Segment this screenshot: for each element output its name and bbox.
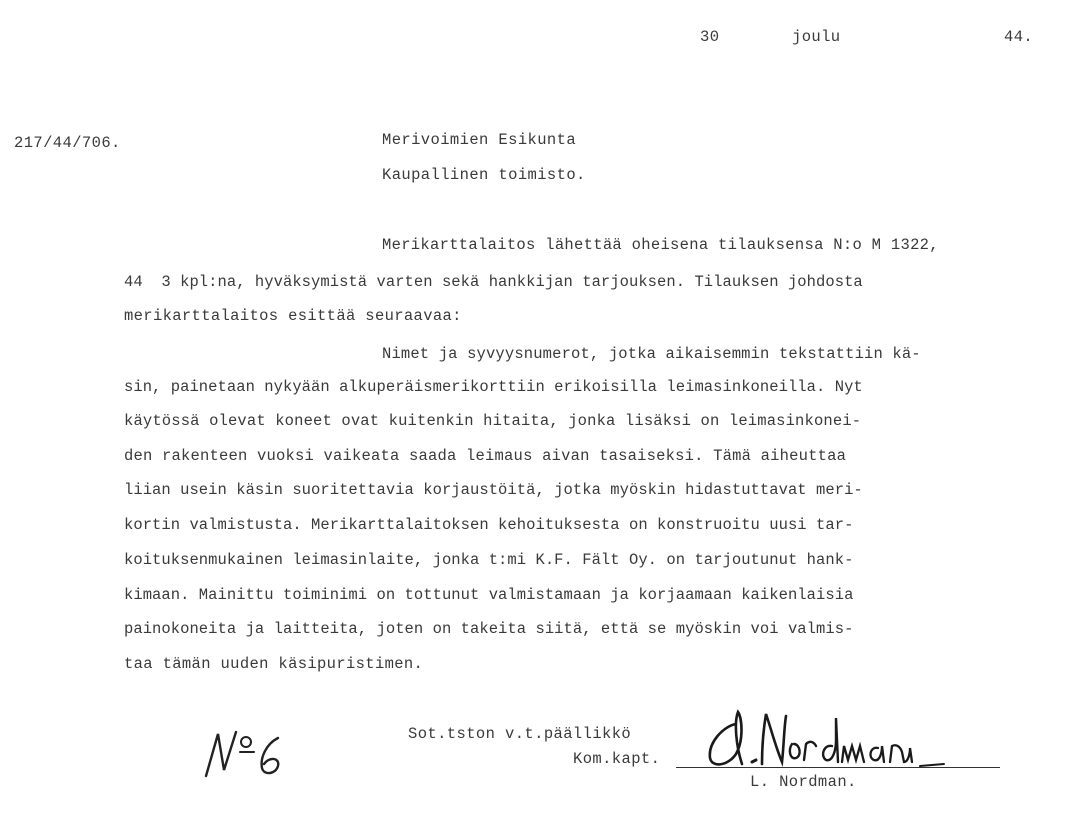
body-line: 44 3 kpl:na, hyväksymistä varten sekä hankkijan tarjouksen. Tilauksen johdosta (124, 273, 863, 291)
body-line: koituksenmukainen leimasinlaite, jonka t:mi K.F. Fält Oy. on tarjoutunut hank- (124, 551, 854, 569)
body-line: liian usein käsin suoritettavia korjaustöitä, jotka myöskin hidastuttavat meri- (124, 481, 863, 499)
date-year: 44. (1004, 28, 1034, 46)
handwritten-number-mark (196, 724, 292, 786)
date-month: joulu (792, 28, 841, 46)
body-line: kimaan. Mainittu toiminimi on tottunut valmistamaan ja korjaamaan kaikenlaisia (124, 586, 854, 604)
body-line: sin, painetaan nykyään alkuperäismerikorttiin erikoisilla leimasinkoneilla. Nyt (124, 378, 863, 396)
signature-printed-name: L. Nordman. (750, 773, 857, 791)
signature-title: Sot.tston v.t.päällikkö (408, 725, 632, 743)
reference-number: 217/44/706. (14, 134, 121, 152)
date-day: 30 (700, 28, 720, 46)
signature-rank: Kom.kapt. (573, 750, 661, 768)
addressee-line-1: Merivoimien Esikunta (382, 131, 577, 149)
body-line: painokoneita ja laitteita, joten on takeita siitä, että se myöskin voi valmis- (124, 620, 854, 638)
body-line: kortin valmistusta. Merikarttalaitoksen kehoituksesta on konstruoitu uusi tar- (124, 516, 854, 534)
body-line: käytössä olevat koneet ovat kuitenkin hitaita, jonka lisäksi on leimasinkonei- (124, 412, 862, 430)
body-line: Nimet ja syvyysnumerot, jotka aikaisemmin tekstattiin kä- (382, 345, 921, 363)
addressee-line-2: Kaupallinen toimisto. (382, 166, 586, 184)
body-line: taa tämän uuden käsipuristimen. (124, 655, 424, 673)
handwritten-signature (696, 704, 946, 780)
body-line: merikarttalaitos esittää seuraavaa: (124, 307, 462, 325)
body-line: den rakenteen vuoksi vaikeata saada leimaus aivan tasaiseksi. Tämä aiheuttaa (124, 447, 847, 465)
body-line: Merikarttalaitos lähettää oheisena tilauksensa N:o M 1322, (382, 236, 939, 254)
